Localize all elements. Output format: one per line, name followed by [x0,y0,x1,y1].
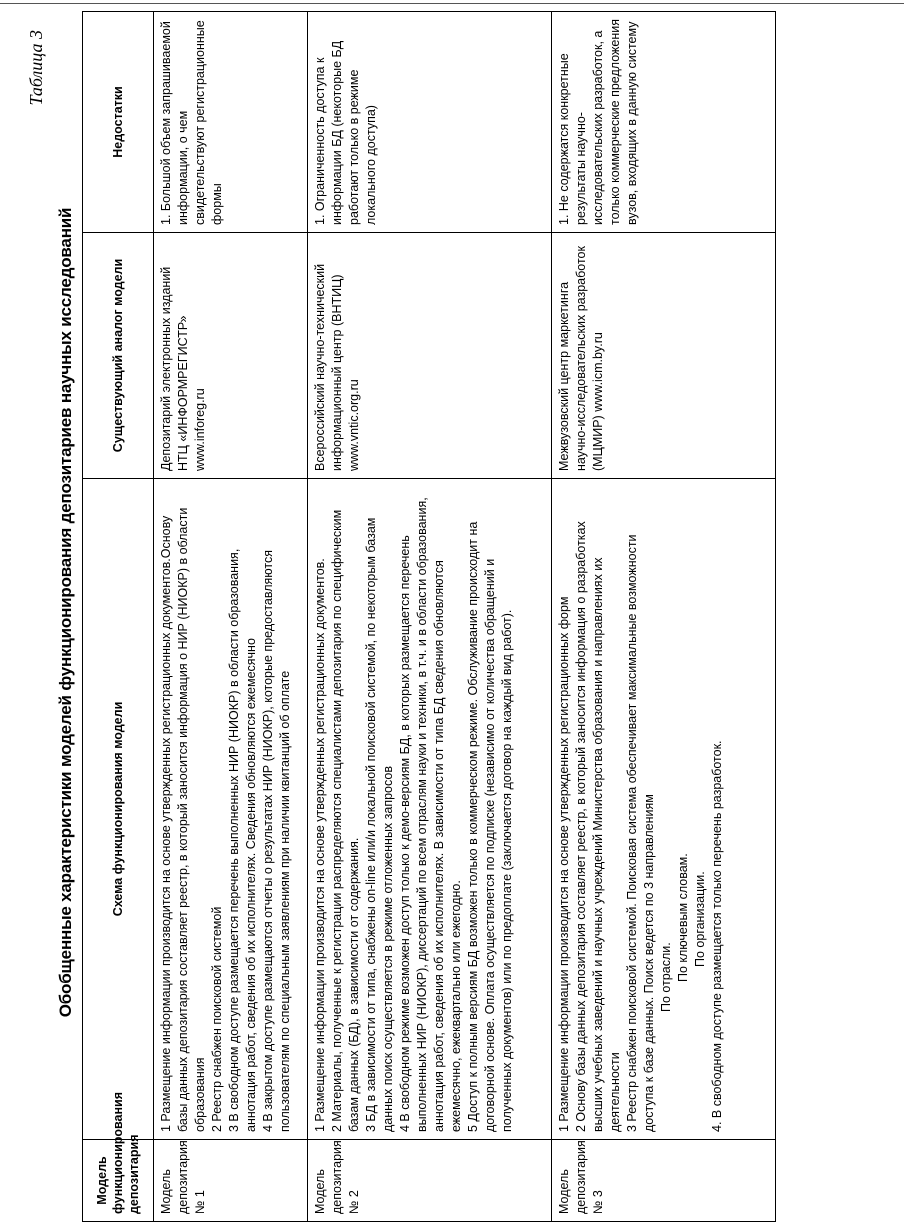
table-row [308,12,552,1222]
search-direction: По ключевым словам. [676,853,690,982]
table-row [154,12,308,1222]
scheme-cell [308,479,552,1140]
search-direction: По организации. [693,871,707,967]
scheme-item: 3 Реестр снабжен поисковой системой. Поисковая система обеспечивает максимальные возможности доступа к базе данных. Поиск ведется по 3 направлениям [625,534,656,1132]
header-analog: Существующий аналог модели [83,233,154,479]
model-cell: Модель депозитария № 2 [308,1140,552,1222]
scheme-item: 1 Размещение информации производится на основе утвержденных регистрационных форм [557,596,571,1132]
scheme-item: 4. В свободном доступе размещается только перечень разработок. [710,740,724,1132]
drawbacks-cell: 1. Большой объем запрашиваемой информации, о чем свидетельствуют регистрационные формы [154,12,308,233]
header-scheme: Схема функционирования модели [83,479,154,1140]
scheme-item: 2 Материалы, полученные к регистрации распределяются специалистами депозитария по специфическим базам данных (БД), в зависимости от содержания. [330,509,361,1132]
drawbacks-cell: 1. Не содержатся конкретные результаты научно-исследовательских разработок, а только коммерческие предложения вузов, входящих в данную систему [552,12,776,233]
table-title: Обобщенные характеристики моделей функционирования депозитариев научных исследований [56,207,75,1018]
model-cell: Модель депозитария № 3 [552,1140,776,1222]
drawbacks-cell: 1. Ограниченность доступа к информации БД (некоторые БД работают только в режиме локального доступа) [308,12,552,233]
analog-cell: Всероссийский научно-технический информационный центр (ВНТИЦ) www.vntic.org.ru [308,233,552,479]
depository-models-table [82,11,776,1222]
header-model: Модель функционирования депозитария [83,1140,154,1222]
scheme-item: 1 Размещение информации производится на основе утвержденных регистрационных документов. [313,558,327,1132]
analog-cell: Депозитарий электронных изданий НТЦ «ИНФОРМРЕГИСТР» www.inforeg.ru [154,233,308,479]
scheme-item: 4 В свободном режиме возможен доступ только к демо-версиям БД, в которых размещается перечень выполненных НИР (НИОКР), диссертаций по всем отраслям науки и техники, в т.ч. и в области образования, аннотация работ, сведения об их исполнителях. В зависимости от типа БД сведения обновляются ежемесячно, ежеквартально или ежегодно. [398,497,463,1132]
scheme-item: 4 В закрытом доступе размещаются отчеты о результатах НИР (НИОКР), которые предоставляются пользователям по специальным заявлениям при наличии квитанций об оплате [261,550,292,1132]
table-row [552,12,776,1222]
analog-cell: Межвузовский центр маркетинга научно-исследовательских разработок (МЦМИР) www.icm.by.ru [552,233,776,479]
scheme-item: 3 В свободном доступе размещается перечень выполненных НИР (НИОКР) в области образования, аннотация работ, сведения об их исполнителях. Сведения обновляются ежемесячно [227,548,258,1132]
scheme-cell [154,479,308,1140]
scheme-item: 3 БД в зависимости от типа, снабжены on-line или/и локальной поисковой системой, по некоторым базам данных поиск осуществляется в режиме отложенных запросов [364,517,395,1132]
scheme-item: 1 Размещение информации производится на основе утвержденных регистрационных документов.Основу базы данных депозитария составляет реестр, в который заносится информация о НИР (НИОКР) в области образования [159,507,207,1132]
scheme-item: 2 Основу базы данных депозитария составляет реестр, в который заносится информация о разработках высших учебных заведений и научных учреждений Министерства образования и направлениях их деятельности [574,521,622,1132]
scheme-item: 2 Реестр снабжен поисковой системой [210,906,224,1132]
search-direction: По отрасли. [659,942,673,1012]
scheme-item: 5 Доступ к полным версиям БД возможен только в коммерческом режиме. Обслуживание происходит на договорной основе. Оплата осуществляется по подписке (независимо от количества обращений и полученных документов) или по предоплате (заключается договор на каждый вид работ). [466,521,514,1132]
model-cell: Модель депозитария № 1 [154,1140,308,1222]
table-header-row [83,12,154,1222]
scheme-cell [552,479,776,1140]
header-drawbacks: Недостатки [83,12,154,233]
table-number-label: Таблица 3 [26,30,46,106]
